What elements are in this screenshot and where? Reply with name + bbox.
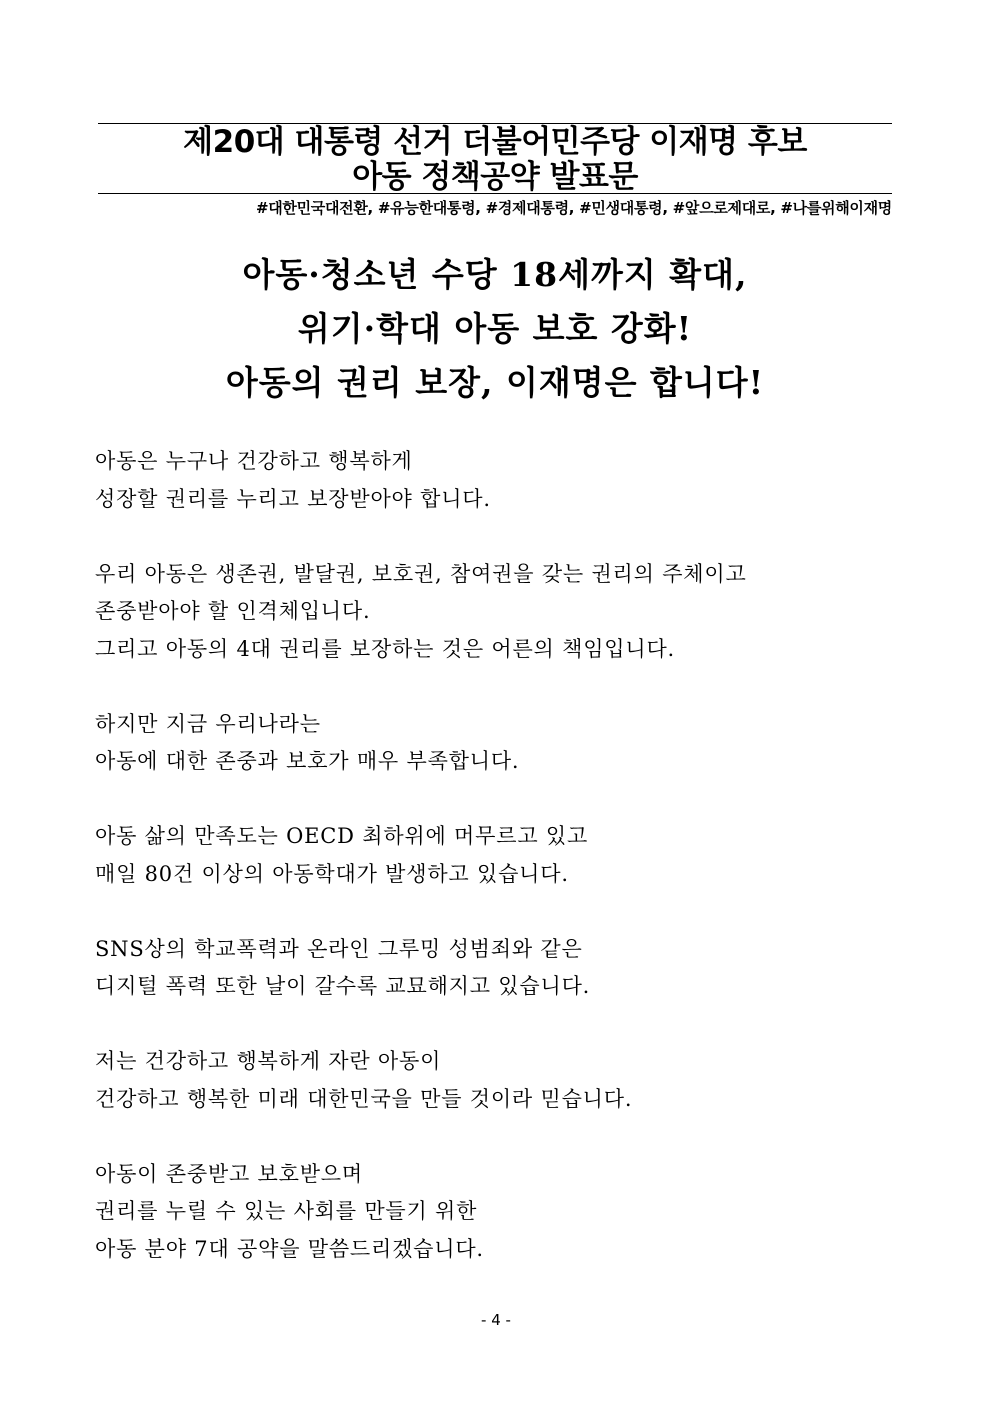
document-header [98,123,892,194]
paragraph [95,931,895,1006]
text-line: 하지만 지금 우리나라는 [95,711,321,736]
text-line: 저는 건강하고 행복하게 자란 아동이 [95,1049,442,1073]
paragraph [95,818,895,893]
text-line: 아동은 누구나 건강하고 행복하게 [95,449,413,473]
text-line: 아동 분야 7대 공약을 말씀드리겠습니다. [95,1236,484,1261]
paragraph [95,706,895,781]
headline-line2: 위기·학대 아동 보호 강화! [297,309,693,348]
paragraph [95,1043,895,1118]
hashtags: #대한민국대전환, #유능한대통령, #경제대통령, #민생대통령, #앞으로제대로, #나를위해이재명 [255,199,892,217]
text-line: 그리고 아동의 4대 권리를 보장하는 것은 어른의 책임입니다. [95,636,676,661]
paragraph [95,556,895,669]
text-line: 아동 삶의 만족도는 OECD 최하위에 머무르고 있고 [95,824,589,848]
text-line: 건강하고 행복한 미래 대한민국을 만들 것이라 믿습니다. [95,1086,633,1111]
paragraph [95,1156,895,1269]
text-line: SNS상의 학교폭력과 온라인 그루밍 성범죄와 같은 [95,936,583,961]
headline-line1: 아동·청소년 수당 18세까지 확대, [242,255,748,294]
text-line: 권리를 누릴 수 있는 사회를 만들기 위한 [95,1199,478,1223]
text-line: 아동에 대한 존중과 보호가 매우 부족합니다. [95,749,520,773]
text-line: 아동이 존중받고 보호받으며 [95,1161,363,1186]
headline [98,248,892,410]
headline-line3: 아동의 권리 보장, 이재명은 합니다! [225,363,765,402]
body-text [95,443,895,1306]
text-line: 우리 아동은 생존권, 발달권, 보호권, 참여권을 갖는 권리의 주체이고 [95,561,747,586]
text-line: 매일 80건 이상의 아동학대가 발생하고 있습니다. [95,861,569,886]
header-title-line2: 아동 정책공약 발표문 [352,159,638,195]
paragraph [95,443,895,518]
text-line: 존중받아야 할 인격체입니다. [95,599,371,623]
text-line: 성장할 권리를 누리고 보장받아야 합니다. [95,486,491,511]
header-title-line1: 제20대 대통령 선거 더불어민주당 이재명 후보 [183,124,807,160]
text-line: 디지털 폭력 또한 날이 갈수록 교묘해지고 있습니다. [95,974,591,998]
page-number: - 4 - [481,1311,511,1329]
